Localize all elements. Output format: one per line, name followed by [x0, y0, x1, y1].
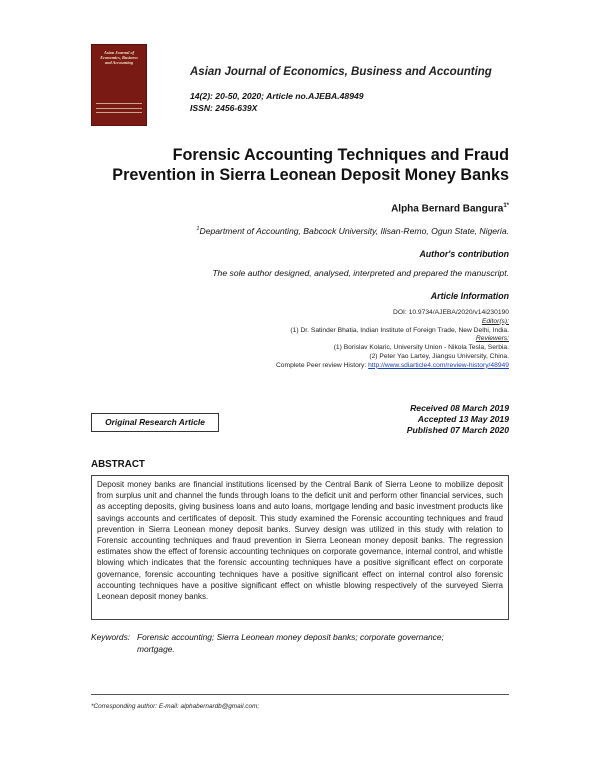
doi: DOI: 10.9734/AJEBA/2020/v14i230190 [393, 309, 509, 316]
author-affiliation: $^1$Department of Accounting, Babcock University, Ilisan-Remo, Ogun State, Nigeria. [196, 226, 509, 236]
article-title [69, 146, 509, 185]
contribution-text: The sole author designed, analysed, interpreted and prepared the manuscript. [212, 268, 509, 278]
keywords-line-1: Forensic accounting; Sierra Leonean money deposit banks; corporate governance; [137, 632, 444, 642]
accepted-date: Accepted 13 May 2019 [417, 414, 509, 424]
reviewer-2: (2) Peter Yao Lartey, Jiangsu University, China. [369, 352, 509, 360]
contribution-heading: Author's contribution [419, 249, 509, 259]
journal-name: Asian Journal of Economics, Business and Accounting [190, 66, 492, 78]
keywords-label: Keywords: [91, 632, 131, 642]
issn: ISSN: 2456-639X [190, 103, 258, 113]
cover-title: Asian Journal of Economics, Business and Accounting [100, 50, 138, 66]
keywords [91, 631, 509, 655]
received-date: Received 08 March 2019 [410, 403, 509, 413]
journal-cover-image [91, 44, 147, 126]
reviewers-label: Reviewers: [475, 335, 509, 343]
article-info-heading: Article Information [430, 291, 509, 301]
title-line-1: Forensic Accounting Techniques and Fraud [172, 146, 509, 164]
keywords-line-2: mortgage. [137, 644, 175, 654]
review-history-link[interactable]: http://www.sdiarticle4.com/review-history/48949 [368, 361, 509, 369]
publication-dates [407, 403, 509, 436]
article-info-block [276, 309, 509, 371]
abstract-heading: ABSTRACT [91, 459, 145, 470]
published-date: Published 07 March 2020 [406, 425, 509, 435]
cover-line [96, 103, 142, 104]
article-type-badge: Original Research Article [91, 413, 219, 432]
abstract-text: Deposit money banks are financial institutions licensed by the Central Bank of Sierra Leone to mobilize deposit from surplus unit and channel the funds through loans to the deficit unit and perform other financial services, such as accepting deposits, giving business loans and auto loans, mortgage lending and basic investment products like savings accounts and certificates of deposit. This study examined the Forensic accounting techniques and fraud prevention in Sierra Leonean money deposit banks. Survey design was utilized in this study with relation to Forensic accounting techniques and fraud prevention in Sierra Leonean money deposit banks. The regression estimates show the effect of forensic accounting techniques on corporate governance, internal control, and whistle blowing which indicates that the forensic accounting techniques have a positive significant effect on corporate governance, forensic accounting techniques have a positive significant effect on internal control also forensic accounting techniques have a positive significant effect on whistle blowing respectively of the surveyed Sierra Leonean deposit money banks. [97, 480, 503, 602]
footnote-divider [91, 694, 509, 695]
volume-info: 14(2): 20-50, 2020; Article no.AJEBA.48949 [190, 91, 364, 101]
review-history: Complete Peer review History: http://www.sdiarticle4.com/review-history/48949 [275, 361, 509, 369]
cover-line [96, 112, 142, 113]
author-name: Alpha Bernard Bangura$^{1*}$ [391, 203, 509, 215]
editor-label: Editor(s): [481, 317, 509, 325]
cover-line [96, 108, 142, 109]
abstract-box [91, 475, 509, 620]
editor: (1) Dr. Satinder Bhatia, Indian Institute of Foreign Trade, New Delhi, India. [290, 326, 509, 334]
reviewer-1: (1) Borislav Kolaric, University Union - Nikola Tesla, Serbia. [333, 344, 509, 352]
corresponding-author-footnote: *Corresponding author: E-mail: alphabernardb@gmail.com; [91, 703, 260, 710]
title-line-2: Prevention in Sierra Leonean Deposit Money Banks [112, 165, 509, 184]
